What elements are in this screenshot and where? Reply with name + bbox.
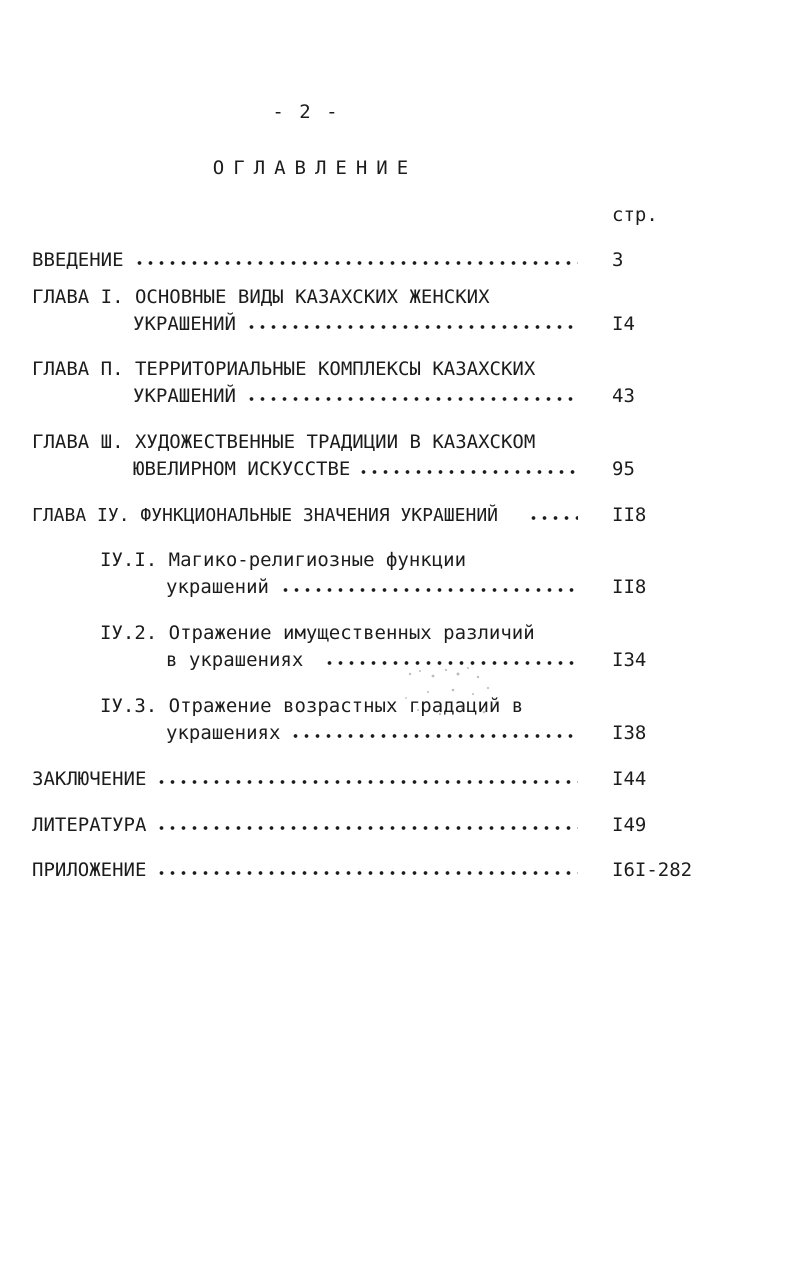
dot-leader <box>156 870 578 876</box>
toc-entry-title-cont: в украшениях <box>166 649 304 671</box>
toc-entry-title-cont: ЮВЕЛИРНОМ ИСКУССТВЕ <box>133 458 351 480</box>
dot-leader <box>246 324 578 330</box>
toc-entry-title: ГЛАВА Ш. ХУДОЖЕСТВЕННЫЕ ТРАДИЦИИ В КАЗАХСКОМ <box>32 431 536 453</box>
page-column-label: стр. <box>612 204 658 226</box>
toc-entry-title: IУ.I. Магико-религиозные функции <box>100 549 467 571</box>
toc-entry-title: ГЛАВА IУ. ФУНКЦИОНАЛЬНЫЕ ЗНАЧЕНИЯ УКРАШЕНИЙ <box>32 505 498 526</box>
toc-entry-page: 95 <box>612 458 635 480</box>
toc-entry-title-cont: УКРАШЕНИЙ <box>133 385 236 407</box>
dot-leader <box>280 587 578 593</box>
toc-title: ОГЛАВЛЕНИЕ <box>212 157 418 179</box>
toc-entry-page: I6I-282 <box>612 859 693 881</box>
toc-entry-title: IУ.2. Отражение имущественных различий <box>100 622 535 644</box>
library-stamp-mark <box>398 662 508 732</box>
toc-entry-page: 43 <box>612 385 635 407</box>
toc-entry-page: I49 <box>612 814 647 836</box>
page-number: - 2 - <box>272 101 340 123</box>
toc-entry-title: ЛИТЕРАТУРА <box>32 814 147 836</box>
toc-entry-title-cont: украшениях <box>166 722 281 744</box>
toc-entry-title: ПРИЛОЖЕНИЕ <box>32 859 147 881</box>
toc-entry-title: ГЛАВА П. ТЕРРИТОРИАЛЬНЫЕ КОМПЛЕКСЫ КАЗАХСКИХ <box>32 358 536 380</box>
dot-leader <box>528 515 578 521</box>
toc-entry-title-cont: украшений <box>166 576 269 598</box>
toc-entry-page: II8 <box>612 504 647 526</box>
toc-entry-title-cont: УКРАШЕНИЙ <box>133 313 236 335</box>
dot-leader <box>156 825 578 831</box>
dot-leader <box>290 733 578 739</box>
dot-leader <box>134 260 578 266</box>
toc-entry-title: ВВЕДЕНИЕ <box>32 249 124 271</box>
toc-entry-page: I38 <box>612 722 647 744</box>
dot-leader <box>156 779 578 785</box>
toc-entry-page: II8 <box>612 576 647 598</box>
toc-entry-title: IУ.3. Отражение возрастных градаций в <box>100 695 524 717</box>
toc-entry-page: I34 <box>612 649 647 671</box>
dot-leader <box>358 469 578 475</box>
toc-entry-page: 3 <box>612 249 624 271</box>
toc-entry-page: I4 <box>612 313 635 335</box>
dot-leader <box>246 396 578 402</box>
toc-entry-title: ГЛАВА I. ОСНОВНЫЕ ВИДЫ КАЗАХСКИХ ЖЕНСКИХ <box>32 286 490 308</box>
toc-entry-page: I44 <box>612 768 647 790</box>
toc-entry-title: ЗАКЛЮЧЕНИЕ <box>32 768 147 790</box>
